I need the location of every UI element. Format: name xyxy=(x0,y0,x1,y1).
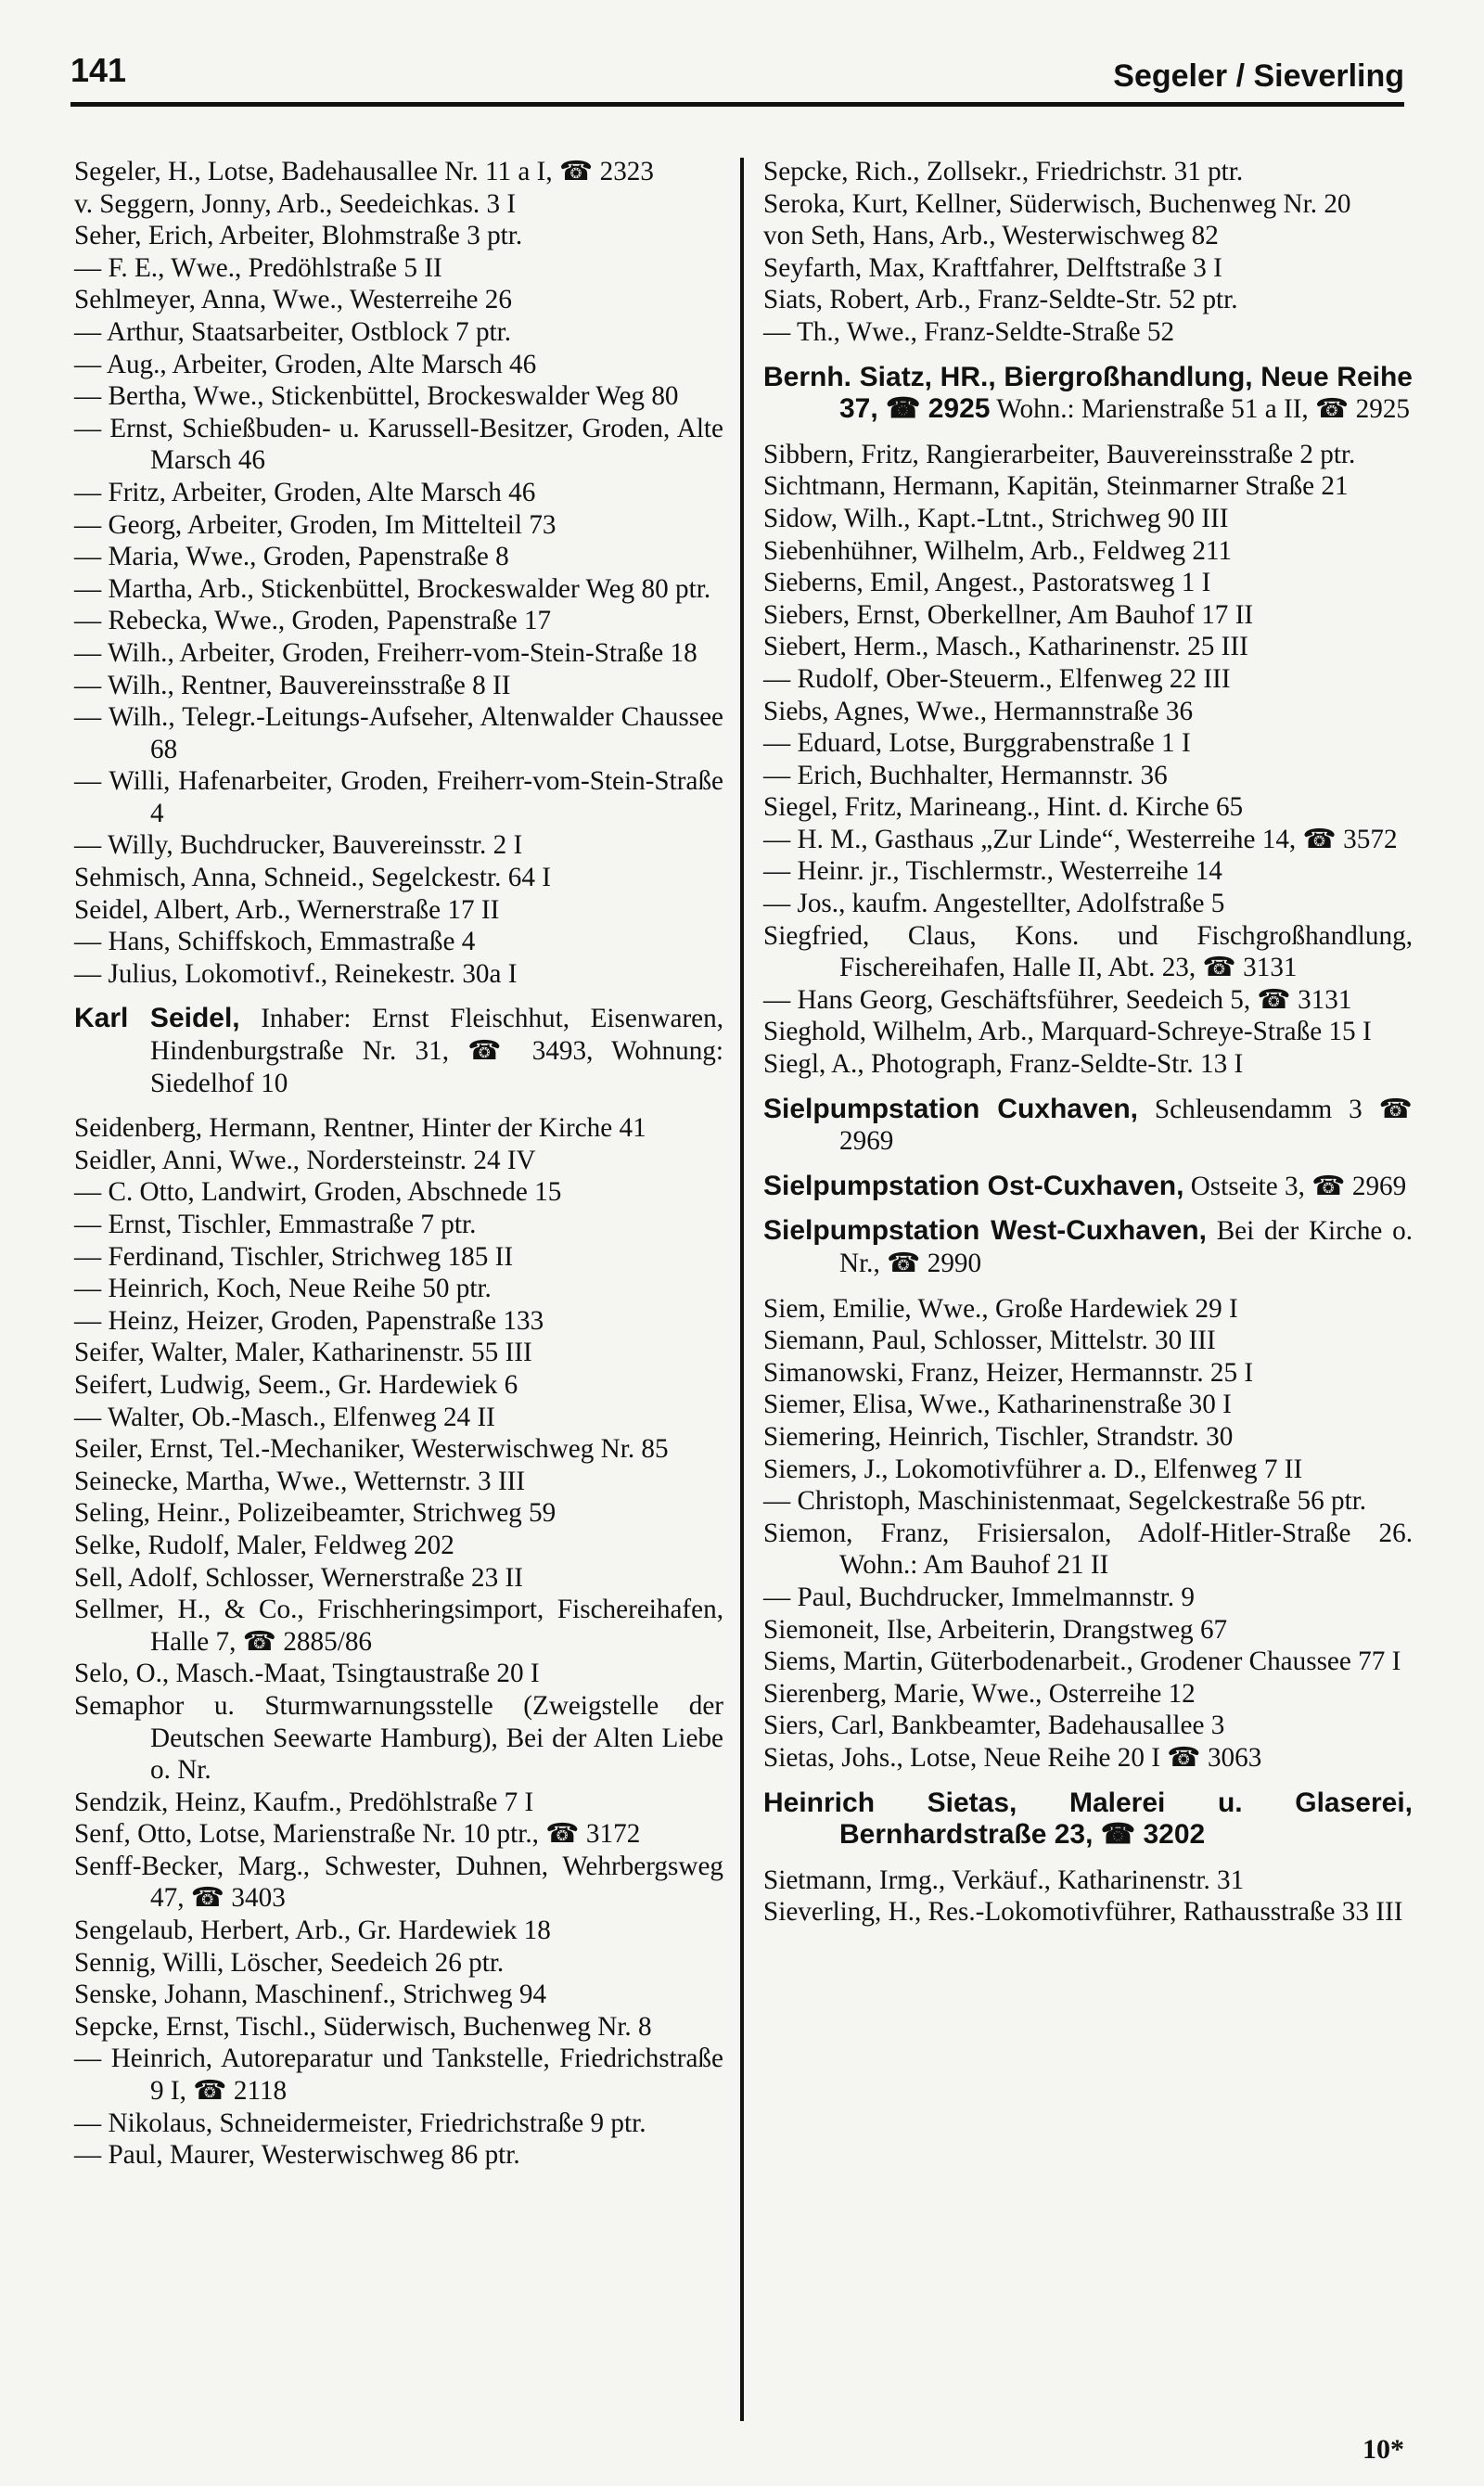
entry-text: Seidenberg, Hermann, Rentner, Hinter der Kirche 41 xyxy=(74,1113,646,1144)
entry-text: Sepcke, Rich., Zollsekr., Friedrichstr. 31 ptr. xyxy=(763,157,1244,186)
entry-business-name: Bernh. Siatz, HR., Biergroßhandlung, Neue Reihe 37, ☎ 2925 xyxy=(763,361,1413,425)
entry-text: — F. E., Wwe., Predöhlstraße 5 II xyxy=(74,252,442,283)
entry-text: — Paul, Buchdrucker, Immelmannstr. 9 xyxy=(763,1582,1195,1612)
directory-entry xyxy=(763,1678,1413,1711)
directory-entry xyxy=(763,1293,1413,1326)
directory-entry xyxy=(763,284,1413,316)
directory-entry xyxy=(74,541,723,573)
entry-text: — Arthur, Staatsarbeiter, Ostblock 7 ptr. xyxy=(74,316,512,347)
entry-text: Seher, Erich, Arbeiter, Blohmstraße 3 ptr. xyxy=(74,221,523,251)
entry-text: — Julius, Lokomotivf., Reinekestr. 30a I xyxy=(74,958,518,989)
directory-entry xyxy=(763,1454,1413,1486)
entry-text: Senske, Johann, Maschinenf., Strichweg 94 xyxy=(74,1980,547,2010)
directory-entry xyxy=(763,1048,1413,1081)
directory-entry xyxy=(74,605,723,637)
entry-text: Siems, Martin, Güterbodenarbeit., Grodener Chaussee 77 I xyxy=(763,1647,1401,1677)
directory-entry xyxy=(763,1614,1413,1647)
directory-entry xyxy=(74,1530,723,1562)
directory-entry xyxy=(74,1787,723,1819)
directory-entry xyxy=(74,1690,723,1787)
directory-entry xyxy=(74,477,723,509)
directory-entry xyxy=(763,1864,1413,1897)
directory-entry xyxy=(763,791,1413,824)
entry-text: Sepcke, Ernst, Tischl., Süderwisch, Buchenweg Nr. 8 xyxy=(74,2011,652,2042)
directory-entry xyxy=(74,637,723,670)
entry-text: — Hans, Schiffskoch, Emmastraße 4 xyxy=(74,927,476,957)
entry-text: Siemer, Elisa, Wwe., Katharinenstraße 30 I xyxy=(763,1390,1232,1420)
entry-text: Ostseite 3, ☎ 2969 xyxy=(1190,1171,1407,1201)
entry-text: Sieghold, Wilhelm, Arb., Marquard-Schreye-Straße 15 I xyxy=(763,1017,1372,1047)
directory-entry xyxy=(74,1947,723,1980)
directory-entry xyxy=(763,252,1413,285)
entry-text: Siebenhühner, Wilhelm, Arb., Feldweg 211 xyxy=(763,535,1233,566)
left-column xyxy=(74,156,723,2172)
entry-text: Siegel, Fritz, Marineang., Hint. d. Kirche 65 xyxy=(763,792,1244,823)
entry-text: Sibbern, Fritz, Rangierarbeiter, Bauvereinsstraße 2 ptr. xyxy=(763,439,1356,469)
entry-text: — Heinrich, Koch, Neue Reihe 50 ptr. xyxy=(74,1274,492,1304)
entry-text: Sierenberg, Marie, Wwe., Osterreihe 12 xyxy=(763,1678,1196,1709)
entry-text: Siegfried, Claus, Kons. und Fischgroßhandlung, Fischereihafen, Halle II, Abt. 23, ☎ 3131 xyxy=(763,920,1413,983)
entry-text: Simanowski, Franz, Heizer, Hermannstr. 25 I xyxy=(763,1357,1254,1388)
entry-text: Selke, Rudolf, Maler, Feldweg 202 xyxy=(74,1530,454,1560)
entry-text: Siats, Robert, Arb., Franz-Seldte-Str. 52 ptr. xyxy=(763,285,1238,315)
entry-text: — Christoph, Maschinistenmaat, Segelckestraße 56 ptr. xyxy=(763,1486,1367,1517)
directory-entry xyxy=(74,1112,723,1145)
directory-entry xyxy=(763,220,1413,252)
directory-entry xyxy=(74,1145,723,1177)
directory-entry xyxy=(763,663,1413,696)
entry-text: von Seth, Hans, Arb., Westerwischweg 82 xyxy=(763,221,1219,251)
directory-entry xyxy=(763,316,1413,349)
entry-text: Seyfarth, Max, Kraftfahrer, Delftstraße 3 I xyxy=(763,252,1222,283)
directory-entry xyxy=(74,926,723,958)
entry-text: Segeler, H., Lotse, Badehausallee Nr. 11 a I, ☎ 2323 xyxy=(74,157,654,186)
entry-text: — C. Otto, Landwirt, Groden, Abschnede 15 xyxy=(74,1177,562,1208)
directory-entry xyxy=(763,1742,1413,1775)
entry-text: Bei der Kirche o. Nr., ☎ 2990 xyxy=(839,1216,1413,1278)
directory-entry xyxy=(763,535,1413,568)
entry-text: Inhaber: Ernst Fleischhut, Eisenwaren, Hindenburgstraße Nr. 31, ☎ 3493, Wohnung: Siedelhof 10 xyxy=(150,1004,724,1098)
directory-entry xyxy=(74,509,723,542)
entry-text: — Wilh., Rentner, Bauvereinsstraße 8 II xyxy=(74,670,511,700)
entry-text: Seidler, Anni, Wwe., Nordersteinstr. 24 IV xyxy=(74,1145,536,1175)
directory-entry xyxy=(74,1369,723,1402)
entry-text: — Eduard, Lotse, Burggrabenstraße 1 I xyxy=(763,728,1191,759)
entry-text: Siebs, Agnes, Wwe., Hermannstraße 36 xyxy=(763,696,1194,726)
entry-text: Sehmisch, Anna, Schneid., Segelckestr. 64 I xyxy=(74,863,551,893)
directory-entry xyxy=(74,1497,723,1530)
entry-text: — Willi, Hafenarbeiter, Groden, Freiherr-vom-Stein-Straße 4 xyxy=(74,766,723,828)
entry-text: Siebert, Herm., Masch., Katharinenstr. 25 III xyxy=(763,632,1248,662)
entry-text: Seinecke, Martha, Wwe., Wetternstr. 3 III xyxy=(74,1466,526,1496)
directory-entry xyxy=(74,349,723,381)
entry-business-name: Heinrich Sietas, Malerei u. Glaserei, Bernhardstraße 23, ☎ 3202 xyxy=(763,1787,1413,1851)
entry-text: Siemering, Heinrich, Tischler, Strandstr. 30 xyxy=(763,1421,1234,1452)
entry-text: — H. M., Gasthaus „Zur Linde“, Westerreihe 14, ☎ 3572 xyxy=(763,824,1398,854)
directory-entry xyxy=(74,188,723,221)
directory-entry xyxy=(763,631,1413,663)
directory-entry xyxy=(763,888,1413,920)
directory-entry xyxy=(74,670,723,702)
entry-text: Siers, Carl, Bankbeamter, Badehausallee 3 xyxy=(763,1711,1225,1741)
entry-text: Seifert, Ludwig, Seem., Gr. Hardewiek 6 xyxy=(74,1369,518,1400)
directory-entry xyxy=(763,1788,1413,1852)
entry-text: Sieberns, Emil, Angest., Pastoratsweg 1 I xyxy=(763,568,1211,598)
entry-text: Schleusendamm 3 ☎ 2969 xyxy=(839,1094,1413,1157)
entry-text: — Jos., kaufm. Angestellter, Adolfstraße 5 xyxy=(763,889,1225,919)
entry-business-name: Sielpumpstation Ost-Cuxhaven, xyxy=(763,1170,1184,1201)
entry-text: Sietmann, Irmg., Verkäuf., Katharinenstr. 31 xyxy=(763,1864,1245,1895)
directory-entry xyxy=(74,1402,723,1434)
entry-text: Seroka, Kurt, Kellner, Süderwisch, Buchenweg Nr. 20 xyxy=(763,188,1351,219)
directory-entry xyxy=(74,220,723,252)
directory-entry xyxy=(74,1818,723,1851)
directory-entry xyxy=(763,567,1413,599)
directory-entry xyxy=(74,2043,723,2107)
directory-entry xyxy=(74,1305,723,1338)
entry-text: — Hans Georg, Geschäftsführer, Seedeich 5, ☎ 3131 xyxy=(763,984,1352,1015)
directory-entry xyxy=(74,1851,723,1915)
entry-text: — Nikolaus, Schneidermeister, Friedrichstraße 9 ptr. xyxy=(74,2108,646,2138)
entry-text: Seling, Heinr., Polizeibeamter, Strichweg 59 xyxy=(74,1498,556,1529)
page-header xyxy=(70,51,1404,103)
entry-text: v. Seggern, Jonny, Arb., Seedeichkas. 3 I xyxy=(74,188,517,219)
entry-text: — Erich, Buchhalter, Hermannstr. 36 xyxy=(763,760,1168,790)
entry-text: Seifer, Walter, Maler, Katharinenstr. 55 III xyxy=(74,1338,532,1368)
right-column xyxy=(763,156,1413,1929)
directory-entry xyxy=(763,1325,1413,1357)
entry-text: Siemoneit, Ilse, Arbeiterin, Drangstweg 67 xyxy=(763,1614,1228,1645)
directory-entry xyxy=(763,1357,1413,1390)
entry-text: Selo, O., Masch.-Maat, Tsingtaustraße 20 I xyxy=(74,1659,540,1689)
entry-text: — Martha, Arb., Stickenbüttel, Brockeswalder Weg 80 ptr. xyxy=(74,573,711,604)
entry-business-name: Karl Seidel, xyxy=(74,1003,240,1034)
entry-text: Siegl, A., Photograph, Franz-Seldte-Str. 13 I xyxy=(763,1049,1244,1080)
directory-entry xyxy=(763,1016,1413,1048)
directory-entry xyxy=(74,573,723,606)
entry-text: — Georg, Arbeiter, Groden, Im Mittelteil 73 xyxy=(74,509,556,540)
directory-entry xyxy=(763,1215,1413,1279)
entry-text: Senf, Otto, Lotse, Marienstraße Nr. 10 ptr., ☎ 3172 xyxy=(74,1819,641,1850)
directory-entry xyxy=(74,829,723,862)
directory-entry xyxy=(763,1485,1413,1518)
running-head: Segeler / Sieverling xyxy=(1113,58,1404,94)
directory-entry xyxy=(763,1094,1413,1158)
entry-text: Sieverling, H., Res.-Lokomotivführer, Rathausstraße 33 III xyxy=(763,1897,1403,1928)
entry-text: Wohn.: Marienstraße 51 a II, ☎ 2925 xyxy=(996,394,1411,425)
directory-entry xyxy=(763,696,1413,728)
directory-entry xyxy=(763,760,1413,792)
entry-text: Sietas, Johs., Lotse, Neue Reihe 20 I ☎ 3063 xyxy=(763,1742,1262,1773)
directory-entry xyxy=(74,1241,723,1274)
entry-text: Seidel, Albert, Arb., Wernerstraße 17 II xyxy=(74,894,500,925)
entry-text: — Rebecka, Wwe., Groden, Papenstraße 17 xyxy=(74,606,552,636)
directory-entry xyxy=(763,1518,1413,1582)
directory-entry xyxy=(74,156,723,188)
directory-entry xyxy=(74,958,723,991)
directory-entry xyxy=(74,2139,723,2172)
entry-business-name: Sielpumpstation West-Cuxhaven, xyxy=(763,1215,1207,1247)
entry-text: — Heinrich, Autoreparatur und Tankstelle, Friedrichstraße 9 I, ☎ 2118 xyxy=(74,2044,723,2107)
entry-text: Sengelaub, Herbert, Arb., Gr. Hardewiek 18 xyxy=(74,1916,551,1946)
directory-entry xyxy=(74,284,723,316)
entry-text: — Rudolf, Ober-Steuerm., Elfenweg 22 III xyxy=(763,663,1231,694)
directory-entry xyxy=(74,413,723,477)
entry-text: — Heinr. jr., Tischlermstr., Westerreihe 14 xyxy=(763,856,1222,887)
directory-entry xyxy=(74,1466,723,1498)
directory-entry xyxy=(763,1582,1413,1614)
entry-text: — Bertha, Wwe., Stickenbüttel, Brockeswalder Weg 80 xyxy=(74,381,679,412)
page-number: 141 xyxy=(70,51,127,89)
header-rule xyxy=(70,102,1404,107)
directory-entry xyxy=(74,1209,723,1241)
entry-text: — Ernst, Tischler, Emmastraße 7 ptr. xyxy=(74,1210,477,1239)
entry-text: — Th., Wwe., Franz-Seldte-Straße 52 xyxy=(763,316,1175,347)
directory-entry xyxy=(74,252,723,285)
directory-entry xyxy=(74,2011,723,2044)
directory-entry xyxy=(763,824,1413,856)
directory-entry xyxy=(74,1594,723,1658)
directory-entry xyxy=(763,503,1413,535)
entry-text: Sendzik, Heinz, Kaufm., Predöhlstraße 7 I xyxy=(74,1787,534,1817)
directory-entry xyxy=(763,1421,1413,1454)
directory-entry xyxy=(763,439,1413,471)
directory-entry xyxy=(74,1562,723,1595)
entry-text: Siemers, J., Lokomotivführer a. D., Elfenweg 7 II xyxy=(763,1454,1303,1484)
entry-text: Sidow, Wilh., Kapt.-Ltnt., Strichweg 90 III xyxy=(763,503,1229,533)
directory-entry xyxy=(74,1433,723,1466)
directory-entry xyxy=(74,1979,723,2011)
entry-text: Siemon, Franz, Frisiersalon, Adolf-Hitler-Straße 26. Wohn.: Am Bauhof 21 II xyxy=(763,1518,1413,1581)
entry-text: — Willy, Buchdrucker, Bauvereinsstr. 2 I xyxy=(74,830,523,861)
directory-entry xyxy=(74,380,723,413)
entry-text: Siebers, Ernst, Oberkellner, Am Bauhof 17 II xyxy=(763,599,1254,630)
directory-entry xyxy=(74,1337,723,1369)
directory-entry xyxy=(763,855,1413,888)
directory-entry xyxy=(74,316,723,349)
entry-text: — Heinz, Heizer, Groden, Papenstraße 133 xyxy=(74,1305,544,1336)
directory-entry xyxy=(74,1176,723,1209)
directory-entry xyxy=(74,1003,723,1099)
directory-entry xyxy=(763,1710,1413,1742)
entry-text: Siem, Emilie, Wwe., Große Hardewiek 29 I xyxy=(763,1293,1238,1324)
directory-entry xyxy=(74,894,723,927)
entry-text: Sehlmeyer, Anna, Wwe., Westerreihe 26 xyxy=(74,285,512,315)
directory-entry xyxy=(763,599,1413,632)
directory-entry xyxy=(763,1389,1413,1421)
directory-entry xyxy=(74,765,723,829)
directory-entry xyxy=(74,862,723,894)
entry-text: Semaphor u. Sturmwarnungsstelle (Zweigstelle der Deutschen Seewarte Hamburg), Bei der Alten Liebe o. Nr. xyxy=(74,1690,723,1786)
entry-text: — Ferdinand, Tischler, Strichweg 185 II xyxy=(74,1241,514,1272)
directory-entry xyxy=(763,984,1413,1017)
directory-entry xyxy=(763,470,1413,503)
directory-entry xyxy=(74,1273,723,1305)
entry-text: — Walter, Ob.-Masch., Elfenweg 24 II xyxy=(74,1402,495,1432)
directory-entry xyxy=(763,1171,1413,1203)
entry-text: — Wilh., Telegr.-Leitungs-Aufseher, Altenwalder Chaussee 68 xyxy=(74,702,723,764)
directory-entry xyxy=(74,2108,723,2140)
entry-text: — Fritz, Arbeiter, Groden, Alte Marsch 46 xyxy=(74,477,536,507)
directory-entry xyxy=(74,701,723,765)
entry-text: Siemann, Paul, Schlosser, Mittelstr. 30 III xyxy=(763,1326,1216,1356)
entry-text: Sell, Adolf, Schlosser, Wernerstraße 23 II xyxy=(74,1562,523,1593)
directory-entry xyxy=(763,727,1413,760)
entry-text: Sennig, Willi, Löscher, Seedeich 26 ptr. xyxy=(74,1947,505,1978)
entry-text: — Wilh., Arbeiter, Groden, Freiherr-vom-Stein-Straße 18 xyxy=(74,637,697,668)
directory-entry xyxy=(74,1915,723,1947)
directory-entry xyxy=(763,156,1413,188)
entry-business-name: Sielpumpstation Cuxhaven, xyxy=(763,1093,1139,1124)
entry-text: Senff-Becker, Marg., Schwester, Duhnen, Wehrbergsweg 47, ☎ 3403 xyxy=(74,1851,723,1914)
directory-entry xyxy=(763,1646,1413,1678)
entry-text: Sellmer, H., & Co., Frischheringsimport, Fischereihafen, Halle 7, ☎ 2885/86 xyxy=(74,1595,723,1657)
directory-entry xyxy=(74,1658,723,1690)
directory-entry xyxy=(763,188,1413,221)
entry-text: Seiler, Ernst, Tel.-Mechaniker, Westerwischweg Nr. 85 xyxy=(74,1434,669,1465)
directory-entry xyxy=(763,920,1413,984)
entry-text: Sichtmann, Hermann, Kapitän, Steinmarner Straße 21 xyxy=(763,471,1349,502)
entry-text: — Maria, Wwe., Groden, Papenstraße 8 xyxy=(74,542,509,572)
entry-text: — Aug., Arbeiter, Groden, Alte Marsch 46 xyxy=(74,349,537,379)
sheet-signature: 10* xyxy=(1362,2434,1404,2465)
entry-text: — Ernst, Schießbuden- u. Karussell-Besitzer, Groden, Alte Marsch 46 xyxy=(74,413,723,476)
directory-entry xyxy=(763,1896,1413,1929)
entry-text: — Paul, Maurer, Westerwischweg 86 ptr. xyxy=(74,2140,520,2171)
column-divider xyxy=(740,158,744,2421)
directory-entry xyxy=(763,362,1413,426)
